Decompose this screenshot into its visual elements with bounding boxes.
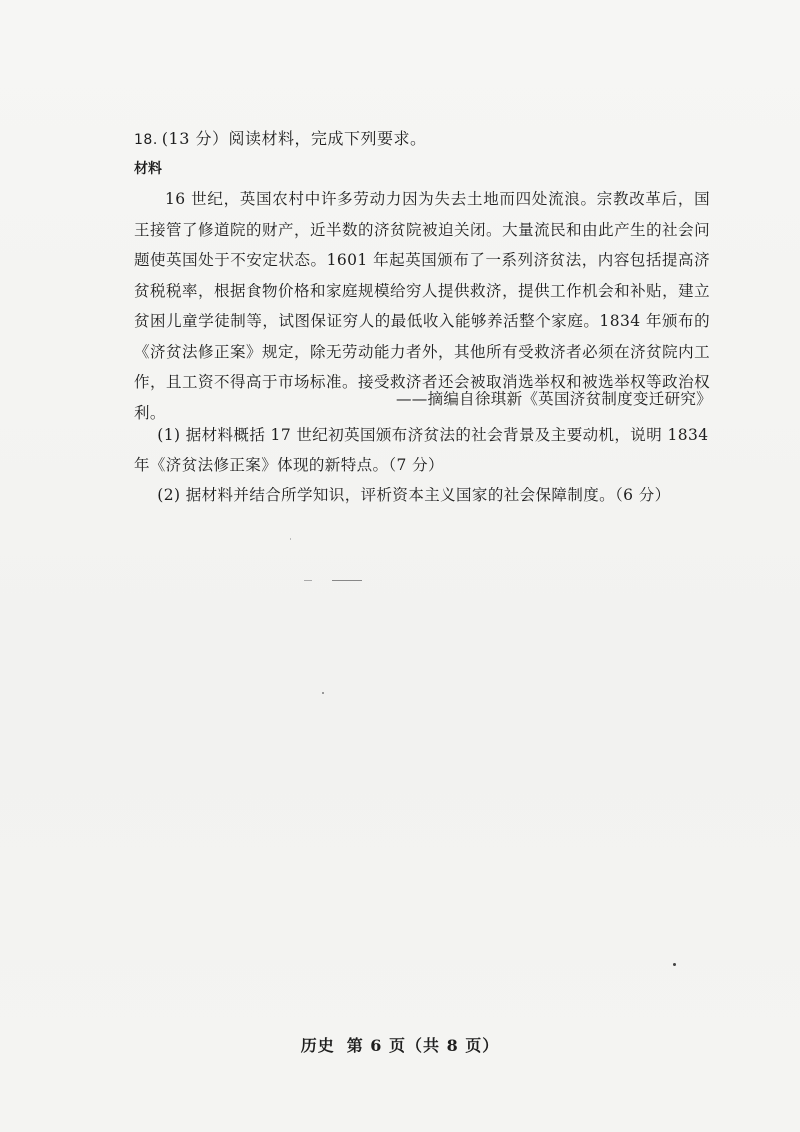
- sub-question-2: (2) 据材料并结合所学知识，评析资本主义国家的社会保障制度。（6 分）: [157, 486, 671, 504]
- question-header: [134, 126, 426, 149]
- material-passage: 16 世纪，英国农村中许多劳动力因为失去土地而四处流浪。宗教改革后，国王接管了修道院的财产，近半数的济贫院被迫关闭。大量流民和由此产生的社会问题使英国处于不安定状态。1601 年起英国颁布了一系列济贫法，内容包括提高济贫税税率，根据食物价格和家庭规模给穷人提供救济，提供工作机会和补贴，建立贫困儿童学徒制等，试图保证穷人的最低收入能够养活整个家庭。1834 年颁布的《济贫法修正案》规定，除无劳动能力者外，其他所有受救济者必须在济贫院内工作，且工资不得高于市场标准。接受救济者还会被取消选举权和被选举权等政治权利。: [134, 190, 710, 422]
- sub-question-1: (1) 据材料概括 17 世纪初英国颁布济贫法的社会背景及主要动机，说明 1834 年《济贫法修正案》体现的新特点。（7 分）: [134, 426, 709, 474]
- scan-mark: [290, 538, 291, 540]
- scan-mark: [322, 692, 324, 694]
- scan-mark: [304, 580, 312, 581]
- scan-mark: [673, 963, 676, 966]
- question-number: 18.: [134, 132, 158, 148]
- page-footer: [0, 1033, 800, 1056]
- scan-mark: [332, 580, 362, 581]
- footer-subject: 历史: [300, 1036, 335, 1055]
- material-citation: ——摘编自徐琪新《英国济贫制度变迁研究》: [395, 390, 712, 408]
- material-title: 材料: [134, 161, 162, 177]
- footer-page-number: 第 6 页（共 8 页）: [346, 1036, 500, 1055]
- question-instruction: (13 分）阅读材料，完成下列要求。: [161, 129, 427, 148]
